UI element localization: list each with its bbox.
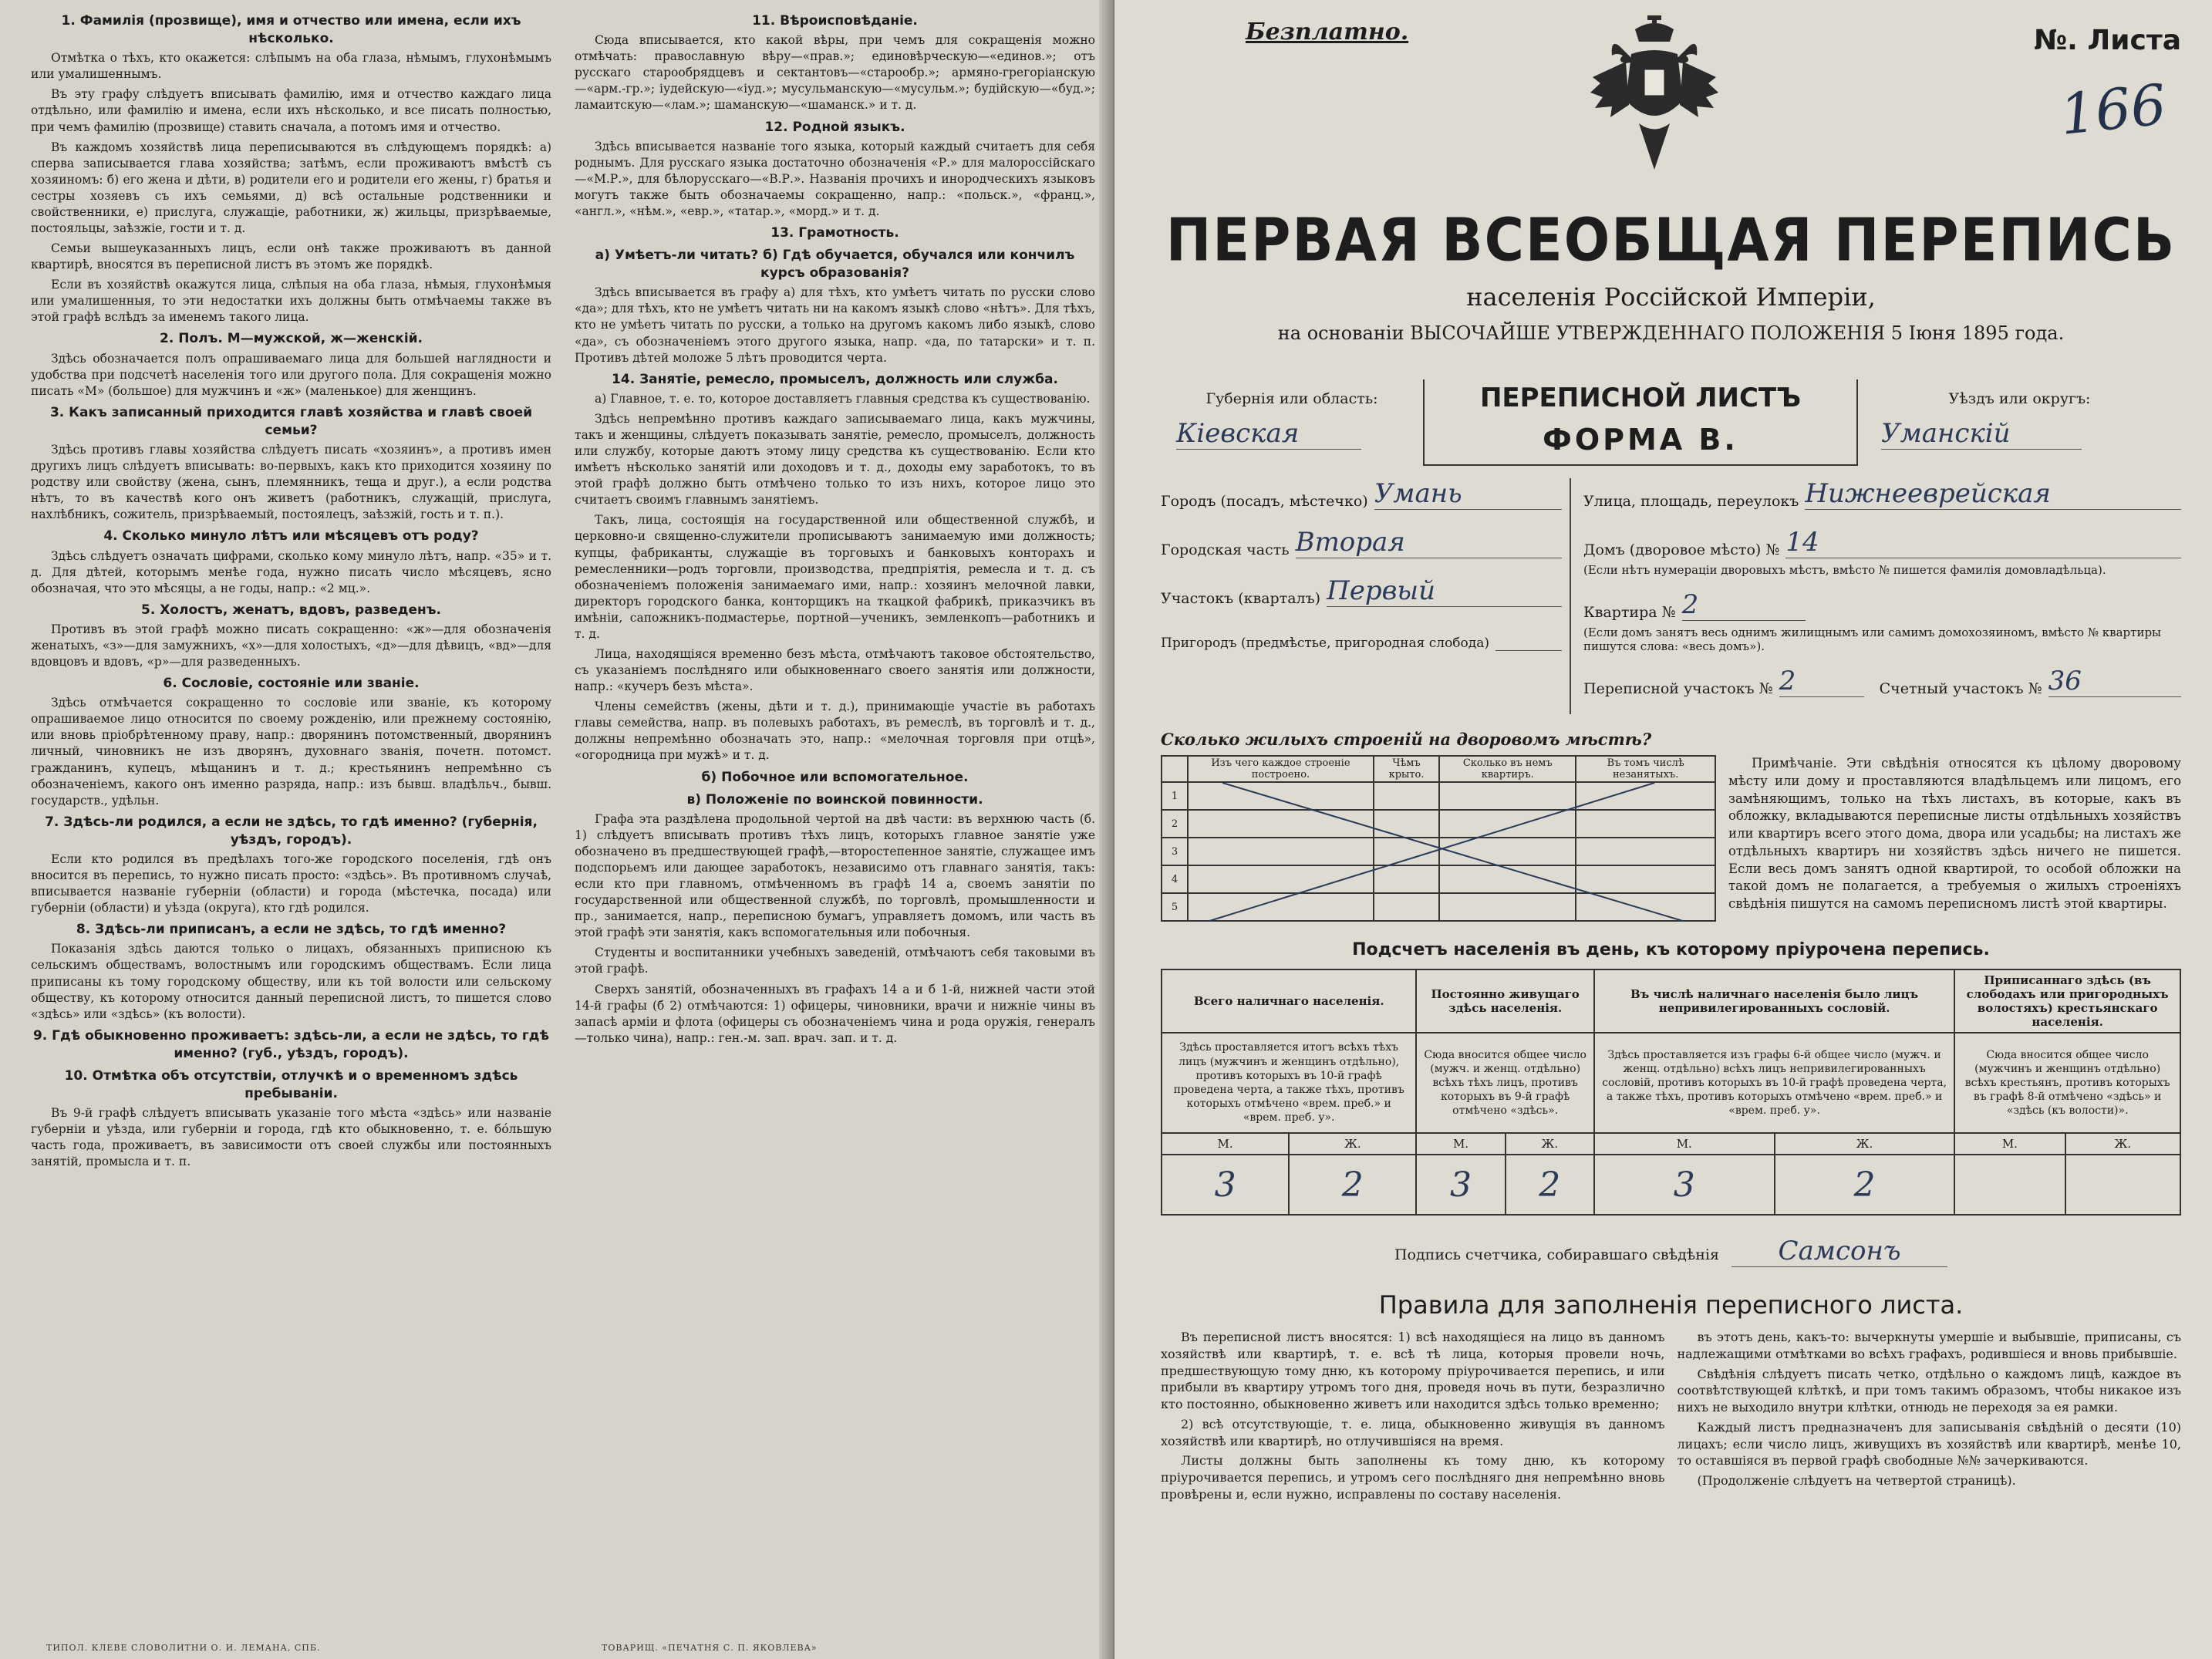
cross-line [1222,783,1685,922]
address-left [1161,478,1571,714]
instruction-paragraph: Такъ, лица, состоящія на государственной или общественной службѣ, и церковно-и священно-служители прописываютъ занимаемую ими должность; купцы, фабриканты, служащіе въ торговыхъ и банковыхъ конторахъ и ремесленники—родъ торговли, производства, предпріятія, ремесла и т. д. съ обозначеніемъ положенія занимаемаго ими, напр.: хозяинъ мелочной лавки, директоръ городского банка, конторщикъ на ткацкой фабрикѣ, приказчикъ въ имѣніи, сапожникъ-подмастерье, портной—ученикъ, земленкопъ—работникъ и т. д. [575,513,1095,641]
house-field [1583,527,2181,558]
instruction-paragraph: Противъ въ этой графѣ можно писать сокращенно: «ж»—для обозначенія женатыхъ, «з»—для замужнихъ, «х»—для холостыхъ, «д»—для дѣвицъ, «вд»—для вдовцовъ и вдовъ, «р»—для разведенныхъ. [31,622,551,669]
part-value[interactable]: Вторая [1296,527,1562,558]
buildings-header-cell: Сколько въ немъ квартиръ. [1439,756,1576,782]
count-description-row [1162,1033,2180,1133]
rules-left-column [1161,1329,1665,1553]
house-note: (Если нѣтъ нумераціи дворовыхъ мѣстъ, вмѣсто № пишется фамилія домовладѣльца). [1583,563,2106,577]
sex-female-label: Ж. [1506,1133,1594,1155]
instruction-paragraph: Здѣсь слѣдуетъ означать цифрами, сколько кому минуло лѣтъ, напр. «35» и т. д. Для дѣтей, которымъ менѣе года, нужно писать число мѣсяцевъ, ясно обозначая, что это мѣсяцы, а не годы, напр.: «2 мц.». [31,548,551,595]
rule-paragraph: 2) всѣ отсутствующіе, т. е. лица, обыкновенно живущія въ данномъ хозяйствѣ или квартирѣ, но отлучившіяся на время. [1161,1416,1665,1448]
instruction-paragraph: Здѣсь вписывается въ графу а) для тѣхъ, кто умѣетъ читать по русски слово «да»; для тѣхъ, кто не умѣетъ читать ни на какомъ языкѣ слово «нѣтъ». Для тѣхъ, кто не умѣетъ читать по русски, а только на другомъ какомъ либо языкѣ, слово «да», съ обозначеніемъ этого другого языка, напр. «да, по татарски» и т. п. Противъ дѣтей моложе 5 лѣтъ проводится черта. [575,285,1095,365]
instruction-paragraph: Графа эта раздѣлена продольной чертой на двѣ части: въ верхнюю часть (б. 1) слѣдуетъ вписывать противъ тѣхъ лицъ, которыхъ главное занятіе уже обозначено въ предшествующей графѣ,—второстепенное занятіе, служащее имъ подспорьемъ или дающее заработокъ, независимо отъ главнаго занятія, такъ: если кто при главномъ, отмѣченномъ въ графѣ 14 а, своемъ занятіи по государственной или общественной службѣ, по торговлѣ, промышленности и пр., занимается, напр., переписною бумагъ, управляетъ домомъ, или часть въ этой графѣ эти занятія, какъ вспомогательныя или побочныя. [575,811,1095,940]
buildings-header-cell: Чѣмъ крыто. [1374,756,1439,782]
rules-block [1161,1329,2181,1553]
rule-paragraph: Каждый листъ предназначенъ для записыванія свѣдѣній о десяти (10) лицахъ; если число лицъ, живущихъ въ хозяйствѣ или квартирѣ, менѣе 10, то оставшіяся въ первой графѣ свободные №№ зачеркиваются. [1677,1419,2181,1468]
instruction-paragraph: Сюда вписывается, кто какой вѣры, при чемъ для сокращенія можно отмѣчать: православную вѣру—«прав.»; единовѣрческую—«единов.»; отъ русскаго старообрядцевъ и сектантовъ—«старообр.»; армяно-грегоріанскую—«арм.-гр.»; іудейскую—«іуд.»; мусульманскую—«мусульм.»; будійскую—«буд.»; ламаитскую—«лам.»; шаманскую—«шаманск.» и т. д. [575,33,1095,113]
instruction-paragraph: Въ 9-й графѣ слѣдуетъ вписывать указаніе того мѣста «здѣсь» или названіе губерніи и уѣзда, или губерніи и города, гдѣ кто обыкновенно, т. е. бóльшую часть года, проживаетъ, въ зависимости отъ своей службы или постоянныхъ занятій, промысла и т. п. [31,1106,551,1169]
sex-female-label: Ж. [1775,1133,1955,1155]
form-title-variant: ФОРМА В. [1543,423,1738,457]
section-title: 14. Занятіе, ремесло, промыселъ, должность или служба. [612,371,1058,387]
sheet-number-label: №. Листа [2033,25,2181,56]
count-header-cell: Въ числѣ наличнаго населенія было лицъ непривилегированныхъ сословій. [1594,969,1954,1033]
count-value-cell[interactable] [2065,1155,2181,1215]
census-title: ПЕРВАЯ ВСЕОБЩАЯ ПЕРЕПИСЬ [1165,204,2177,275]
cross-line [1207,783,1654,922]
part-field [1161,527,1562,558]
instruction-paragraph: Здѣсь отмѣчается сокращенно то сословіе или званіе, къ которому опрашиваемое лицо относится по своему рожденію, или прежнему состоянію, или вновь пріобрѣтенному праву, напр.: дворянинъ потомственный, дворянинъ личный, чиновникъ не изъ дворянъ, духовнаго званія, почетн. потомст. гражданинъ, купецъ, мѣщанинъ и т. д.; крестьянинъ непремѣнно съ обозначеніемъ, какого онъ именно разряда, напр.: изъ бывш. владѣльч., бывш. государств., удѣльн. [31,696,551,808]
sex-male-label: М. [1162,1133,1289,1155]
buildings-header-cell: Изъ чего каждое строеніе построено. [1188,756,1374,782]
section-title: 9. Гдѣ обыкновенно проживаетъ: здѣсь-ли, а если не здѣсь, то гдѣ именно? (губ., уѣздъ, городъ). [32,1027,550,1061]
rule-paragraph: въ этотъ день, какъ-то: вычеркнуты умершіе и выбывшіе, приписаны, съ надлежащими отмѣтками во всѣхъ графахъ, родившіеся и вновь прибывшіе. [1677,1330,2181,1361]
section-title: 3. Какъ записанный приходится главѣ хозяйства и главѣ своей семьи? [49,404,533,438]
form-header [1161,15,2181,201]
address-right [1571,478,2181,714]
uezd-cell [1858,379,2181,472]
instruction-paragraph: Семьи вышеуказанныхъ лицъ, если онѣ также проживаютъ въ данной квартирѣ, вносятся въ переписной листъ въ этомъ же порядкѣ. [31,241,551,272]
street-field [1583,478,2181,510]
section-title: 5. Холостъ, женатъ, вдовъ, разведенъ. [141,602,441,618]
buildings-row-number: 3 [1162,838,1188,865]
city-field [1161,478,1562,510]
suburb-value[interactable] [1495,624,1562,651]
sex-female-label: Ж. [1289,1133,1416,1155]
instruction-paragraph: а) Главное, т. е. то, которое доставляетъ главныя средства къ существованію. [595,391,1091,406]
crossed-out-mark [1161,783,1716,922]
instruction-paragraph: Отмѣтка о тѣхъ, кто окажется: слѣпымъ на оба глаза, нѣмымъ, глухонѣмымъ или умалишеннымъ. [31,51,551,82]
count-value-cell[interactable]: 2 [1289,1155,1416,1215]
section-title: 6. Сословіе, состояніе или званіе. [163,676,420,692]
count-description-cell: Здѣсь проставляется итогъ всѣхъ тѣхъ лицъ (мужчинъ и женщинъ отдѣльно), противъ которыхъ въ 10-й графѣ проведена черта, а также тѣхъ, противъ которыхъ отмѣчено «врем. преб.» и «врем. преб. у». [1162,1033,1416,1133]
city-value[interactable]: Умань [1374,478,1562,510]
section-title: 4. Сколько минуло лѣтъ или мѣсяцевъ отъ роду? [103,528,479,545]
street-value[interactable]: Нижнееврейская [1805,478,2181,510]
count-description-cell: Сюда вносится общее число (мужчинъ и женщинъ отдѣльно) всѣхъ крестьянъ, противъ которыхъ въ графѣ 8-й отмѣчено «здѣсь» и «здѣсь (къ волости)». [1954,1033,2180,1133]
suburb-field [1161,624,1562,651]
uezd-label: Уѣздъ или округъ: [1948,390,2091,407]
instruction-paragraph: Здѣсь вписывается названіе того языка, который каждый считаетъ для себя роднымъ. Для русскаго языка достаточно обозначенія «Р.» для малороссійскаго—«М.Р.», для бѣлорусскаго—«В.Р.». Названія прочихъ и инородческихъ языковъ могутъ также быть обозначаемы сокращенно, напр.: «польск.», «франц.», «англ.», «нѣм.», «евр.», «татар.», «морд.» и т. д. [575,139,1095,218]
instruction-paragraph: Здѣсь обозначается полъ опрашиваемаго лица для большей наглядности и удобства при подсчетѣ населенія того или другого пола. Для сокращенія можно писать «М» (большое) для мужчинъ и «ж» (маленькое) для женщинъ. [31,351,551,398]
flat-note: (Если домъ занятъ весь однимъ жилищнымъ или самимъ домохозяиномъ, вмѣсто № квартиры пишутся слова: «весь домъ»). [1583,625,2161,653]
rule-paragraph: (Продолженіе слѣдуетъ на четвертой страницѣ). [1697,1473,2016,1488]
instructions-column-2 [575,8,1095,1644]
uezd-value[interactable]: Уманскій [1881,418,2082,450]
form-title-sheet: ПЕРЕПИСНОЙ ЛИСТЪ [1479,383,1802,413]
house-label: Домъ (дворовое мѣсто) № [1583,541,1780,558]
street-label: Улица, площадь, переулокъ [1583,493,1799,510]
section-title: 13. Грамотность. [770,225,899,241]
signature-label: Подпись счетчика, собиравшаго свѣдѣнія [1394,1246,1719,1263]
printer-imprint-right: ТОВАРИЩ. «ПЕЧАТНЯ С. П. ЯКОВЛЕВА» [602,1643,818,1653]
section-title: 12. Родной языкъ. [764,119,905,135]
section-title: 11. Вѣроисповѣданіе. [752,13,918,29]
gubernia-cell [1161,379,1423,472]
count-header-row [1162,969,2180,1033]
district-label: Участокъ (кварталъ) [1161,590,1321,607]
count-description-cell: Здѣсь проставляется изъ графы 6-й общее число (мужч. и женщ. отдѣльно) всѣхъ лицъ непривилегированныхъ сословій, противъ которыхъ въ 10-й графѣ проведена черта, а также тѣхъ, противъ которыхъ отмѣчено «врем. преб.» и «врем. преб. у». [1594,1033,1954,1133]
instructions-column-1 [31,8,551,1644]
sex-female-label: Ж. [2065,1133,2181,1155]
count-value-cell[interactable]: 3 [1162,1155,1289,1215]
census-form-page [1114,0,2212,1659]
buildings-row-number: 4 [1162,865,1188,893]
suburb-label: Пригородъ (предмѣстье, пригородная слобода) [1161,636,1490,651]
instruction-paragraph: Здѣсь непремѣнно противъ каждаго записываемаго лица, какъ мужчины, такъ и женщины, слѣдуетъ показывать занятіе, ремесло, промыселъ, должность или службу, которые даютъ этому лицу средства къ существованію. Если кто имѣетъ нѣсколько занятій или доходовъ и т. д., доходы ему заработокъ, то въ этой графѣ должно быть отмѣчено только то изъ нихъ, которое лицо это считаетъ своимъ главнымъ занятіемъ. [575,411,1095,507]
rules-title: Правила для заполненія переписного листа. [1378,1290,1964,1320]
count-value-cell[interactable]: 3 [1594,1155,1775,1215]
section-title: 10. Отмѣтка объ отсутствіи, отлучкѣ и о временномъ здѣсь пребываніи. [64,1068,518,1102]
count-value-cell[interactable]: 3 [1416,1155,1505,1215]
row-number-header [1162,756,1188,782]
buildings-question: Сколько жилыхъ строеній на дворовомъ мѣстѣ? [1161,730,1652,749]
free-label: Безплатно. [1246,19,1409,46]
region-row [1161,379,2181,472]
flat-label: Квартира № [1583,604,1676,621]
count-value-cell[interactable]: 2 [1506,1155,1594,1215]
instruction-paragraph: Показанія здѣсь даются только о лицахъ, обязанныхъ приписною къ сельскимъ обществамъ, волостнымъ или городскимъ обществамъ. Если лица приписаны къ тому городскому обществу, или къ той волости или сельскому обществу, къ которому относится данный переписной листъ, то пишется слово «здѣсь» или «здѣсь» (къ волости). [31,942,551,1021]
buildings-note: Примѣчаніе. Эти свѣдѣнія относятся къ цѣлому дворовому мѣсту или дому и проставляются владѣльцемъ или лицомъ, его замѣняющимъ, только на тѣхъ листахъ, въ которые, какъ въ обложку, вкладываются переписные листы отдѣльныхъ хозяйствъ или квартиръ всего этого дома, двора или усадьбы; на листахъ же отдѣльныхъ квартиръ ни хозяйствъ здѣсь ничего не пишется. Если весь домъ занятъ одной квартирой, то особой обложки на такой домъ не полагается, а требуемыя о жилыхъ строеніяхъ свѣдѣнія пишутся на самомъ переписномъ листѣ этой квартиры. [1728,756,2181,912]
section-title: 7. Здѣсь-ли родился, а если не здѣсь, то гдѣ именно? (губернія, уѣздъ, городъ). [45,814,538,848]
count-header-cell: Постоянно живущаго здѣсь населенія. [1416,969,1594,1033]
flat-field [1583,589,2181,621]
census-legal-basis: на основаніи ВЫСОЧАЙШЕ УТВЕРЖДЕННАГО ПОЛОЖЕНІЯ 5 Іюня 1895 года. [1277,322,2065,344]
sex-male-label: М. [1594,1133,1775,1155]
count-header-cell: Приписаннаго здѣсь (въ слободахъ или пригородныхъ волостяхъ) крестьянскаго населенія. [1954,969,2180,1033]
census-area-field [1583,666,2181,697]
instruction-paragraph: Сверхъ занятій, обозначенныхъ въ графахъ 14 а и б 1-й, нижней части этой 14-й графы (б 2) отмѣчаются: 1) офицеры, чиновники, врачи и нижніе чины въ запасѣ арміи и флота (офицеры съ обозначеніемъ чина и рода оружія, генералъ—только чина), напр.: ген.-м. зап. врач. зап. и т. д. [575,982,1095,1045]
census-area-value[interactable]: 2 [1779,666,1864,697]
form-title-box [1423,379,1858,466]
instruction-paragraph: Здѣсь противъ главы хозяйства слѣдуетъ писать «хозяинъ», а противъ имен другихъ лицъ слѣдуетъ вписывать: во-первыхъ, какъ кто приходится хозяину по родству или свойству (жена, сынъ, племянникъ, теща и друг.), а если родства нѣтъ, то въ качествѣ кого онъ живетъ (работникъ, служащій, прислуга, нахлѣбникъ, сожитель, призрѣваемый, постоялецъ, заѣзжій, гость и т. п.). [31,443,551,522]
census-subtitle: населенія Россійской Имперіи, [1466,282,1876,312]
district-value[interactable]: Первый [1327,575,1562,607]
city-label: Городъ (посадъ, мѣстечко) [1161,493,1368,510]
address-block [1161,478,2181,714]
rule-paragraph: Свѣдѣнія слѣдуетъ писать четко, отдѣльно о каждомъ лицѣ, каждое въ соотвѣтствующей клѣткѣ, и при томъ такимъ образомъ, чтобы никакое изъ нихъ не выходило внутри клѣтки, отнюдь не переходя за ея рамки. [1677,1366,2181,1415]
count-value-cell[interactable]: 2 [1775,1155,1955,1215]
section-title: 1. Фамилія (прозвище), имя и отчество или имена, если ихъ нѣсколько. [61,13,521,47]
population-count-title: Подсчетъ населенія въ день, къ которому пріурочена перепись. [1352,940,1990,959]
house-value[interactable]: 14 [1785,527,2181,558]
buildings-row-number: 1 [1162,782,1188,810]
instruction-paragraph: Если въ хозяйствѣ окажутся лица, слѣпыя на оба глаза, нѣмыя, глухонѣмыя или умалишенныя, то эти недостатки ихъ должны быть отмѣчаемы также въ этой графѣ вслѣдъ за именемъ такого лица. [31,278,551,325]
printer-imprint-left: ТИПОЛ. КЛЕВЕ СЛОВОЛИТНИ О. И. ЛЕМАНА, СПБ. [46,1643,321,1653]
count-header-cell: Всего наличнаго населенія. [1162,969,1416,1033]
census-area-label: Переписной участокъ № [1583,680,1773,697]
buildings-header-cell: Въ томъ числѣ незанятыхъ. [1576,756,1715,782]
instruction-paragraph: Студенты и воспитанники учебныхъ заведеній, отмѣчаютъ себя таковыми въ этой графѣ. [575,946,1095,976]
buildings-row-number: 2 [1162,810,1188,838]
count-values-row [1162,1155,2180,1215]
sex-male-label: М. [1954,1133,2065,1155]
gubernia-value[interactable]: Кіевская [1176,418,1361,450]
rules-right-column [1678,1329,2182,1553]
signature-value[interactable]: Самсонъ [1731,1236,1947,1267]
instruction-paragraph: Въ эту графу слѣдуетъ вписывать фамилію, имя и отчество каждаго лица отдѣльно, или фамилію и имена, если ихъ нѣсколько, и все писать полностью, при чемъ фамилію (прозвище) ставить сначала, а потомъ имя и отчество. [31,87,551,134]
count-description-cell: Сюда вносится общее число (мужч. и женщ. отдѣльно) всѣхъ тѣхъ лицъ, противъ которыхъ въ 9-й графѣ отмѣчено «здѣсь». [1416,1033,1594,1133]
buildings-row-number: 5 [1162,893,1188,921]
part-label: Городская часть [1161,541,1290,558]
sex-male-label: М. [1416,1133,1505,1155]
count-value-cell[interactable] [1954,1155,2065,1215]
population-count-table [1161,969,2181,1216]
section-title: 2. Полъ. М—мужской, ж—женскій. [159,331,423,347]
section-title: в) Положеніе по воинской повинности. [686,791,983,808]
count-area-value[interactable]: 36 [2048,666,2181,697]
count-area-label: Счетный участокъ № [1879,680,2042,697]
signature-row [1161,1236,2181,1267]
rule-paragraph: Въ переписной листъ вносятся: 1) всѣ находящіеся на лицо въ данномъ хозяйствѣ или квартирѣ, т. е. всѣ тѣ лица, которыя провели ночь, предшествующую тому дню, къ которому пріурочивается перепись, и или прибыли въ квартиру утромъ того дня, проведя ночь въ пути, безразлично кто постоянно, обыкновенно живетъ или находится здѣсь только временно; [1161,1330,1665,1411]
section-title: а) Умѣетъ-ли читать? б) Гдѣ обучается, обучался или кончилъ курсъ образованія? [595,248,1075,282]
rule-paragraph: Листы должны быть заполнены къ тому дню, къ которому пріурочивается перепись, и утромъ сего послѣдняго дня непремѣнно вновь провѣрены и, если нужно, исправлены по составу населенія. [1161,1453,1665,1502]
instruction-paragraph: Члены семействъ (жены, дѣти и т. д.), принимающіе участіе въ работахъ главы семейства, напр. въ полевыхъ работахъ, въ ремеслѣ, въ торговлѣ и т. д., должны непремѣнно обозначать это, напр.: «мелочная торговля при отцѣ», «огородница при мужѣ» и т. д. [575,700,1095,763]
buildings-table-header [1162,756,1715,782]
gubernia-label: Губернія или область: [1205,390,1378,407]
instruction-paragraph: Въ каждомъ хозяйствѣ лица переписываются въ слѣдующемъ порядкѣ: а) сперва записывается глава хозяйства; затѣмъ, если проживаютъ вмѣстѣ съ хозяиномъ: б) его жена и дѣти, в) родители его и родители его жены, г) братья и сестры хозяевъ съ ихъ семьями, д) всѣ остальные родственники и свойственники, е) прислуга, служащіе, работники, ж) жильцы, призрѣваемые, постояльцы, заѣзжіе, гости и т. д. [31,140,551,235]
instruction-paragraph: Лица, находящіяся временно безъ мѣста, отмѣчаютъ таковое обстоятельство, съ указаніемъ послѣдняго или обыкновеннаго своего занятія или должности, напр.: «кучеръ безъ мѣста». [575,647,1095,694]
sheet-number-handwritten: 166 [2056,72,2170,147]
section-title: б) Побочное или вспомогательное. [701,769,969,785]
double-headed-eagle-icon [1589,15,1720,177]
district-field [1161,575,1562,607]
flat-value[interactable]: 2 [1682,589,1806,621]
instruction-paragraph: Если кто родился въ предѣлахъ того-же городского поселенія, гдѣ онъ вносится въ перепись, то нужно писать просто: «здѣсь». Въ противномъ случаѣ, вписывается названіе губерніи (области) и города (мѣстечка, посада) или губерніи (области) и уѣзда (округа), кто гдѣ родился. [31,851,551,915]
count-sex-row [1162,1133,2180,1155]
section-title: 8. Здѣсь-ли приписанъ, а если не здѣсь, то гдѣ именно? [76,922,507,938]
